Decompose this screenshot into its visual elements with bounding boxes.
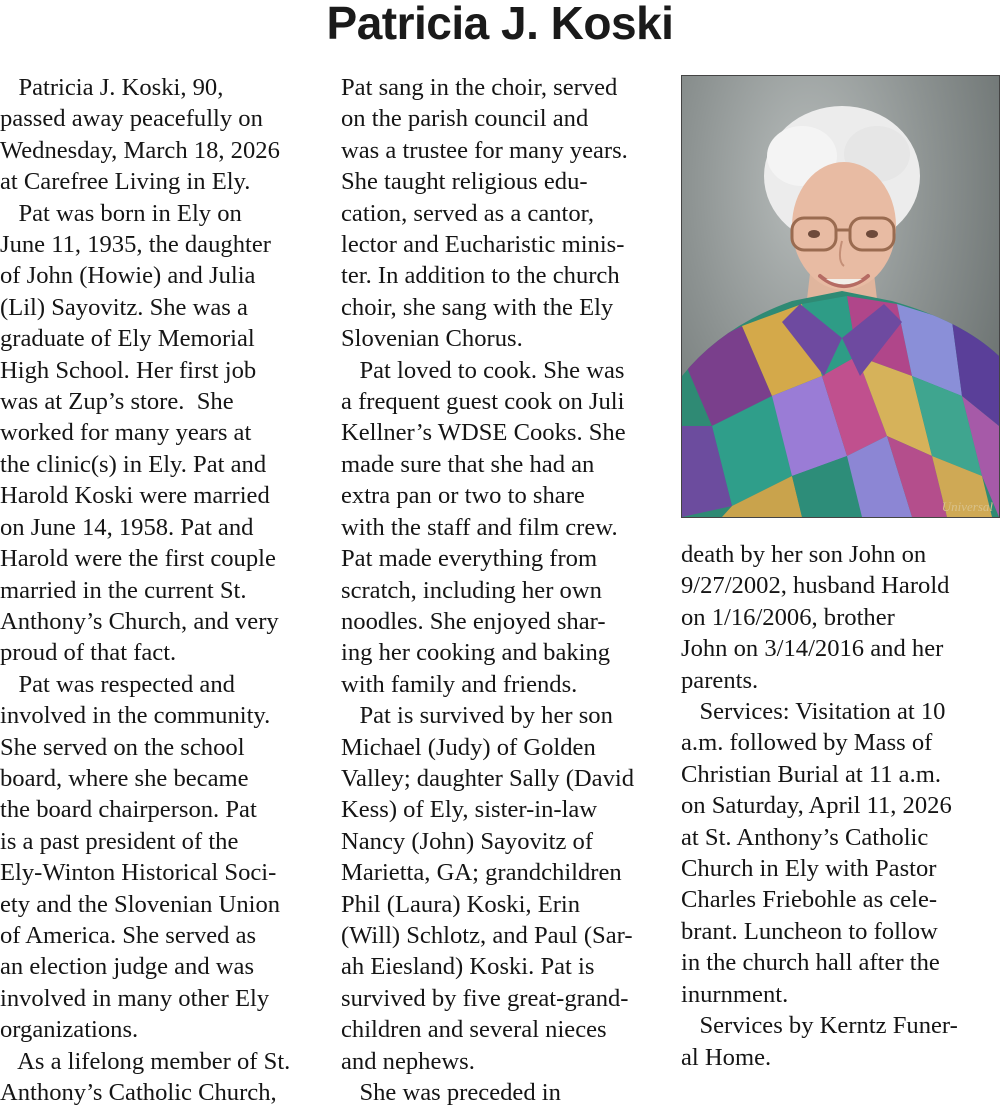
obituary-text-column-2: Pat sang in the choir, served on the parish council and was a trustee for many years. She taught religious edu- cation, served as a cantor, lector and Eucharistic minis- ter. In addition to the church choir, she sang with the Ely Slovenian Chorus. Pat loved to cook. She was a frequent guest cook on Juli Kellner’s WDSE Cooks. She made sure that she had an extra pan or two to share with the staff and film crew. Pat made everything from scratch, including her own noodles. She enjoyed shar- ing her cooking and baking with family and friends. Pat is survived by her son Michael (Judy) of Golden Valley; daughter Sally (David Kess) of Ely, sister-in-law Nancy (John) Sayovitz of Marietta, GA; grandchildren Phil (Laura) Koski, Erin (Will) Schlotz, and Paul (Sar- ah Eiesland) Koski. Pat is survived by five great-grand- children and several nieces and nephews. She was preceded in	[341, 74, 634, 1106]
obituary-title: Patricia J. Koski	[326, 0, 674, 49]
obituary-text-column-3: death by her son John on 9/27/2002, husband Harold on 1/16/2006, brother John on 3/14/2016 and her parents. Services: Visitation at 10 a.m. followed by Mass of Christian Burial at 11 a.m. on Saturday, April 11, 2026 at St. Anthony’s Catholic Church in Ely with Pastor Charles Friebohle as cele- brant. Luncheon to follow in the church hall after the inurnment. Services by Kerntz Funer- al Home.	[681, 541, 958, 1071]
obituary-text-column-1: Patricia J. Koski, 90, passed away peacefully on Wednesday, March 18, 2026 at Carefree Living in Ely. Pat was born in Ely on June 11, 1935, the daughter of John (Howie) and Julia (Lil) Sayovitz. She was a graduate of Ely Memorial High School. Her first job was at Zup’s store. She worked for many years at the clinic(s) in Ely. Pat and Harold Koski were married on June 14, 1958. Pat and Harold were the first couple married in the current St. Anthony’s Church, and very proud of that fact. Pat was respected and involved in the community. She served on the school board, where she became the board chairperson. Pat is a past president of the Ely-Winton Historical Soci- ety and the Slovenian Union of America. She served as an election judge and was involved in many other Ely organizations. As a lifelong member of St. Anthony’s Catholic Church,	[0, 74, 291, 1106]
portrait-photo	[681, 75, 1000, 518]
portrait-illustration	[682, 76, 999, 517]
photo-studio-mark: Universal	[941, 499, 993, 514]
